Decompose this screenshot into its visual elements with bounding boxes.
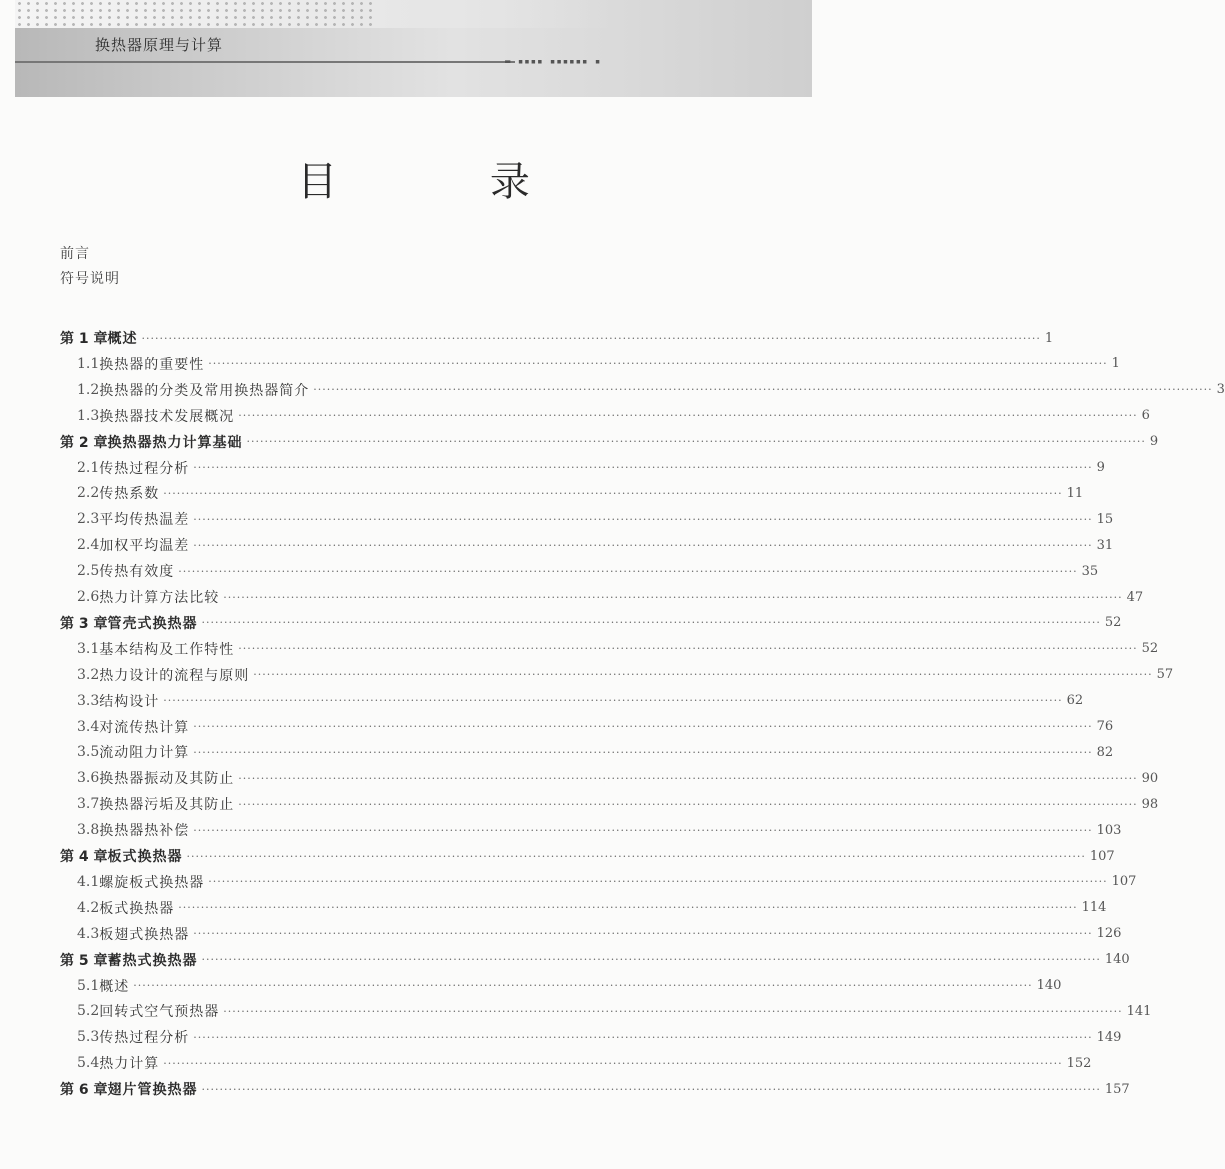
toc-page-number: 9 <box>1149 434 1159 450</box>
toc-page-number: 140 <box>1036 978 1062 993</box>
toc-section-row[interactable] <box>60 791 1159 817</box>
toc-entry-number: 3.8 <box>77 822 100 839</box>
toc-leader-dots: ········································································································································································································ <box>141 331 1041 345</box>
toc-leader-dots: ········································································································································································································ <box>193 1030 1093 1044</box>
toc-leader-dots: ········································································································································································································ <box>133 979 1033 992</box>
toc-entry-title: 概述 <box>107 331 138 347</box>
toc-entry-title: 板式换热器 <box>99 900 175 917</box>
toc-page-number: 90 <box>1141 770 1159 786</box>
toc-page-number: 62 <box>1066 693 1084 709</box>
toc-entry-title: 换热器的分类及常用换热器简介 <box>99 382 310 399</box>
toc-section-row[interactable] <box>60 998 1152 1024</box>
toc-section-row[interactable] <box>60 739 1114 765</box>
toc-entry-title: 热力设计的流程与原则 <box>99 667 250 684</box>
toc-entry-title: 结构设计 <box>99 693 160 710</box>
toc-entry-number: 5.1 <box>77 977 100 994</box>
header-rule <box>15 61 515 63</box>
toc-page-number: 76 <box>1096 719 1114 734</box>
toc-page-number: 98 <box>1141 796 1159 812</box>
toc-entry-title: 换热器技术发展概况 <box>99 408 235 425</box>
toc-page-number: 3 <box>1216 382 1225 398</box>
toc-leader-dots: ········································································································································································································ <box>193 720 1093 733</box>
toc-entry-title: 换热器热补偿 <box>99 823 190 840</box>
toc-entry-title: 管壳式换热器 <box>107 615 198 632</box>
toc-section-row[interactable] <box>60 558 1099 584</box>
toc-section-row[interactable] <box>60 921 1122 947</box>
toc-entry-number: 2.3 <box>77 511 100 528</box>
toc-chapter-row[interactable] <box>60 947 1130 973</box>
toc-leader-dots: ········································································································································································································ <box>238 642 1138 656</box>
toc-entry-title: 换热器热力计算基础 <box>107 434 243 451</box>
toc-page-number: 1 <box>1044 330 1054 346</box>
toc-entry-title: 概述 <box>99 978 130 995</box>
toc-entry-number: 1.1 <box>77 355 100 372</box>
toc-section-row[interactable] <box>60 688 1084 714</box>
toc-page-number: 157 <box>1104 1081 1130 1097</box>
toc-entry-number: 3.1 <box>77 640 100 657</box>
toc-entry-number: 4.3 <box>77 925 100 942</box>
toc-entry-title: 换热器污垢及其防止 <box>99 797 235 814</box>
toc-section-row[interactable] <box>60 869 1137 895</box>
toc-page-number: 1 <box>1111 356 1120 372</box>
toc-entry-number: 5.2 <box>77 1003 100 1020</box>
toc-section-row[interactable] <box>60 636 1159 662</box>
toc-entry-title: 热力计算 <box>99 1056 160 1073</box>
toc-entry-title: 传热有效度 <box>99 564 175 581</box>
toc-entry-number: 第 2 章 <box>60 434 108 451</box>
front-matter-preface: 前言 <box>60 246 90 262</box>
toc-entry-title: 回转式空气预热器 <box>99 1004 220 1021</box>
page-title: 目 录 <box>297 159 600 205</box>
toc-chapter-row[interactable] <box>60 610 1122 636</box>
toc-entry-title: 螺旋板式换热器 <box>99 874 205 891</box>
toc-page-number: 15 <box>1096 511 1114 527</box>
toc-entry-number: 5.4 <box>77 1055 100 1072</box>
toc-leader-dots: ········································································································································································································ <box>193 461 1093 474</box>
toc-entry-number: 3.5 <box>77 744 100 761</box>
toc-section-row[interactable] <box>60 765 1159 791</box>
toc-leader-dots: ········································································································································································································ <box>223 590 1123 604</box>
toc-leader-dots: ········································································································································································································ <box>253 668 1153 682</box>
toc-page-number: 9 <box>1096 460 1105 475</box>
toc-entry-number: 2.2 <box>77 485 100 502</box>
toc-page-number: 11 <box>1066 485 1084 501</box>
toc-page-number: 107 <box>1089 848 1115 864</box>
toc-entry-number: 3.7 <box>77 796 100 813</box>
toc-entry-title: 换热器的重要性 <box>99 356 205 373</box>
toc-leader-dots: ········································································································································································································ <box>186 849 1086 863</box>
toc-page-number: 57 <box>1156 667 1174 683</box>
toc-leader-dots: ········································································································································································································ <box>201 953 1101 967</box>
toc-leader-dots: ········································································································································································································ <box>193 512 1093 526</box>
toc-chapter-row[interactable] <box>60 429 1159 455</box>
toc-leader-dots: ········································································································································································································ <box>163 486 1063 500</box>
toc-leader-dots: ········································································································································································································ <box>238 797 1138 811</box>
toc-entry-number: 第 5 章 <box>60 952 108 969</box>
toc-entry-title: 对流传热计算 <box>99 719 190 736</box>
toc-leader-dots: ········································································································································································································ <box>193 538 1093 552</box>
toc-leader-dots: ········································································································································································································ <box>238 771 1138 785</box>
toc-entry-title: 翅片管换热器 <box>107 1082 198 1099</box>
toc-entry-title: 基本结构及工作特性 <box>99 641 235 658</box>
toc-section-row[interactable] <box>60 714 1114 740</box>
toc-entry-title: 换热器振动及其防止 <box>99 771 235 788</box>
toc-leader-dots: ········································································································································································································ <box>201 616 1101 630</box>
front-matter-symbols: 符号说明 <box>60 271 120 287</box>
toc-page-number: 141 <box>1126 1003 1152 1019</box>
toc-chapter-row[interactable] <box>60 1076 1130 1102</box>
toc-section-row[interactable] <box>60 1050 1092 1076</box>
toc-leader-dots: ········································································································································································································ <box>193 927 1093 941</box>
toc-leader-dots: ········································································································································································································ <box>163 1056 1063 1070</box>
header-dot-pattern <box>15 0 375 26</box>
toc-section-row[interactable] <box>60 817 1122 843</box>
toc-entry-number: 5.3 <box>77 1029 100 1046</box>
toc-leader-dots: ········································································································································································································ <box>208 875 1108 889</box>
toc-section-row[interactable] <box>60 351 1120 377</box>
toc-entry-number: 第 1 章 <box>60 331 108 347</box>
toc-leader-dots: ········································································································································································································ <box>223 1004 1123 1018</box>
toc-entry-title: 平均传热温差 <box>99 512 190 529</box>
toc-entry-title: 热力计算方法比较 <box>99 590 220 606</box>
toc-section-row[interactable] <box>60 532 1114 558</box>
toc-entry-number: 3.3 <box>77 692 100 709</box>
toc-entry-number: 3.2 <box>77 666 100 683</box>
toc-entry-title: 流动阻力计算 <box>99 745 190 762</box>
toc-entry-number: 2.4 <box>77 537 100 554</box>
toc-section-row[interactable] <box>60 377 1225 403</box>
toc-entry-number: 第 3 章 <box>60 615 108 632</box>
toc-entry-title: 传热过程分析 <box>99 1030 190 1047</box>
toc-leader-dots: ········································································································································································································ <box>201 1082 1101 1096</box>
toc-page-number: 6 <box>1141 408 1150 424</box>
toc-section-row[interactable] <box>60 455 1105 481</box>
toc-entry-title: 板式换热器 <box>107 849 183 865</box>
toc-chapter-row[interactable] <box>60 843 1115 869</box>
toc-section-row[interactable] <box>60 506 1114 532</box>
toc-leader-dots: ········································································································································································································ <box>163 694 1063 708</box>
toc-leader-dots: ········································································································································································································ <box>313 383 1213 397</box>
toc-section-row[interactable] <box>60 403 1150 429</box>
toc-page-number: 52 <box>1104 615 1122 631</box>
toc-entry-number: 2.6 <box>77 589 100 605</box>
toc-section-row[interactable] <box>60 584 1144 610</box>
toc-page-number: 82 <box>1096 744 1114 760</box>
toc-entry-number: 2.5 <box>77 563 100 580</box>
toc-page-number: 140 <box>1104 952 1130 968</box>
toc-entry-title: 加权平均温差 <box>99 538 190 555</box>
toc-page-number: 47 <box>1126 589 1144 605</box>
toc-entry-number: 4.2 <box>77 899 100 916</box>
toc-chapter-row[interactable] <box>60 325 1054 351</box>
toc-entry-number: 4.1 <box>77 873 100 890</box>
toc-section-row[interactable] <box>60 895 1107 921</box>
toc-leader-dots: ········································································································································································································ <box>208 357 1108 371</box>
toc-page-number: 52 <box>1141 641 1159 657</box>
toc-leader-dots: ········································································································································································································ <box>178 564 1078 578</box>
toc-entry-number: 第 6 章 <box>60 1082 108 1099</box>
toc-leader-dots: ········································································································································································································ <box>193 823 1093 837</box>
toc-page-number: 126 <box>1096 926 1122 942</box>
toc-page-number: 149 <box>1096 1029 1122 1045</box>
toc-page-number: 107 <box>1111 874 1137 890</box>
toc-entry-number: 3.6 <box>77 770 100 787</box>
toc-entry-number: 2.1 <box>77 459 100 476</box>
toc-leader-dots: ········································································································································································································ <box>193 745 1093 759</box>
toc-leader-dots: ········································································································································································································ <box>238 409 1138 423</box>
toc-entry-number: 1.2 <box>77 381 100 398</box>
toc-leader-dots: ········································································································································································································ <box>246 435 1146 449</box>
toc-entry-number: 1.3 <box>77 407 100 424</box>
running-title: 换热器原理与计算 <box>95 36 224 54</box>
toc-page-number: 31 <box>1096 537 1114 553</box>
toc-section-row[interactable] <box>60 662 1174 688</box>
toc-section-row[interactable] <box>60 1024 1122 1050</box>
toc-page-number: 103 <box>1096 822 1122 838</box>
toc-section-row[interactable] <box>60 973 1062 999</box>
toc-page-number: 152 <box>1066 1055 1092 1071</box>
toc-entry-number: 第 4 章 <box>60 849 108 865</box>
toc-section-row[interactable] <box>60 480 1084 506</box>
toc-entry-number: 3.4 <box>77 718 100 735</box>
header-dash-ornament: ▬ ▪▪▪▪ ▪▪▪▪▪▪ ▪ <box>505 57 602 67</box>
toc-entry-title: 板翅式换热器 <box>99 926 190 943</box>
toc-entry-title: 蓄热式换热器 <box>107 952 198 969</box>
toc-leader-dots: ········································································································································································································ <box>178 901 1078 915</box>
toc-entry-title: 传热系数 <box>99 486 160 503</box>
toc-page-number: 114 <box>1081 900 1107 916</box>
toc-entry-title: 传热过程分析 <box>99 460 190 477</box>
toc-page-number: 35 <box>1081 563 1099 579</box>
